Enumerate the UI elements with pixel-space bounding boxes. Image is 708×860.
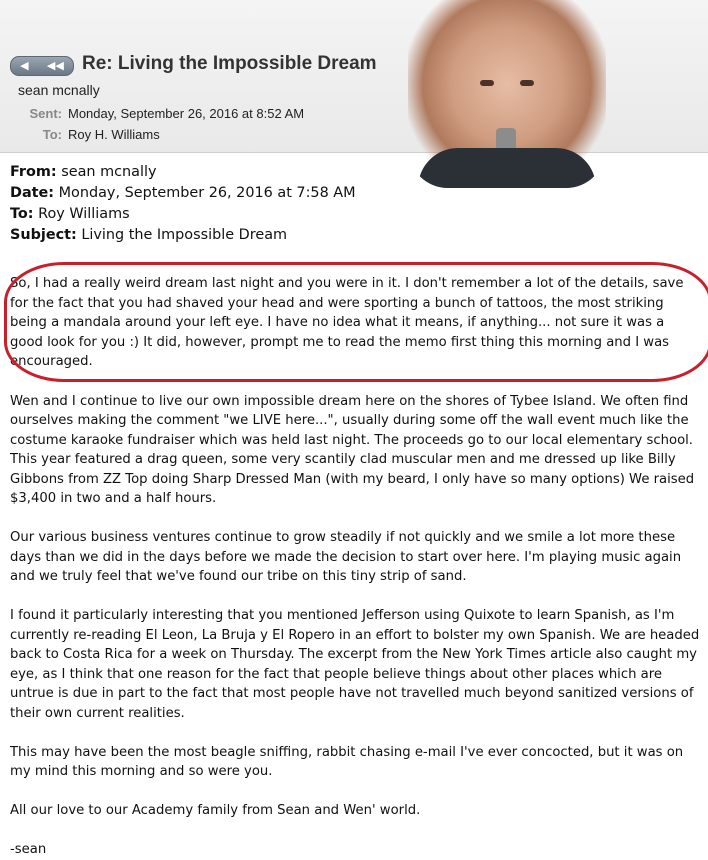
back-forward-icon[interactable]	[10, 56, 74, 76]
signature: -sean	[10, 842, 47, 857]
avatar-eye-left	[480, 80, 494, 86]
message-subject: Re: Living the Impossible Dream	[82, 53, 377, 74]
avatar	[408, 0, 606, 188]
sender-name[interactable]: sean mcnally	[18, 82, 100, 98]
paragraph-2: Our various business ventures continue to grow steadily if not quickly and we smile a lot more these days than we did in the days before we made the decision to start over here. I'm playing music again and we truly feel that we've found our tribe on this tiny strip of sand.	[10, 530, 682, 584]
sent-value: Monday, September 26, 2016 at 8:52 AM	[68, 106, 305, 121]
avatar-eye-right	[520, 80, 534, 86]
to-line: To: Roy Williams	[10, 206, 130, 222]
message-body	[10, 162, 704, 860]
forward-arrow-icon[interactable]: ◀◀	[46, 59, 64, 72]
back-arrow-icon[interactable]: ◀	[20, 59, 29, 72]
to-row	[18, 127, 160, 142]
date-line: Date: Monday, September 26, 2016 at 7:58 AM	[10, 185, 356, 201]
subject-line: Subject: Living the Impossible Dream	[10, 227, 288, 243]
sent-row	[18, 106, 304, 121]
paragraph-1: Wen and I continue to live our own impossible dream here on the shores of Tybee Island. We often find ourselves making the comment "we LIVE here...", usually during some off the wall event much like the costume karaoke fundraiser which was held last night. The proceeds go to our local elementary school. This year featured a drag queen, some very scantily clad muscular men and me dressed up like Billy Gibbons from ZZ Top doing Sharp Dressed Man (with my beard, I only have so many options) We raised $3,400 in two and a half hours.	[10, 393, 695, 506]
to-value[interactable]: Roy H. Williams	[68, 127, 160, 142]
paragraph-5: All our love to our Academy family from Sean and Wen' world.	[10, 803, 421, 818]
to-label: To:	[42, 127, 62, 142]
paragraph-4: This may have been the most beagle sniffing, rabbit chasing e-mail I've ever concocted, but it was on my mind this morning and so were you.	[10, 744, 684, 779]
from-line: From: sean mcnally	[10, 164, 157, 180]
sent-label: Sent:	[29, 106, 62, 121]
paragraph-3: I found it particularly interesting that you mentioned Jefferson using Quixote to learn Spanish, as I'm currently re-reading El Leon, La Bruja y El Ropero in an effort to bolster my own Spanish. We are headed back to Costa Rica for a week on Thursday. The excerpt from the New York Times article also caught my eye, as I think that one reason for the fact that people believe things about other places which are untrue is due in part to the fact that most people have not travelled much beyond sanitized versions of their own current realities.	[10, 608, 700, 721]
highlighted-text: So, I had a really weird dream last night and you were in it. I don't remember a lot of the details, save for the fact that you had shaved your head and were sporting a bunch of tattoos, the most striking being a mandala around your left eye. I have no idea what it means, if anything... not sure it was a good look for you :) It did, however, prompt me to read the memo first thing this morning and I was encouraged.	[10, 276, 684, 369]
highlighted-paragraph	[10, 260, 704, 378]
